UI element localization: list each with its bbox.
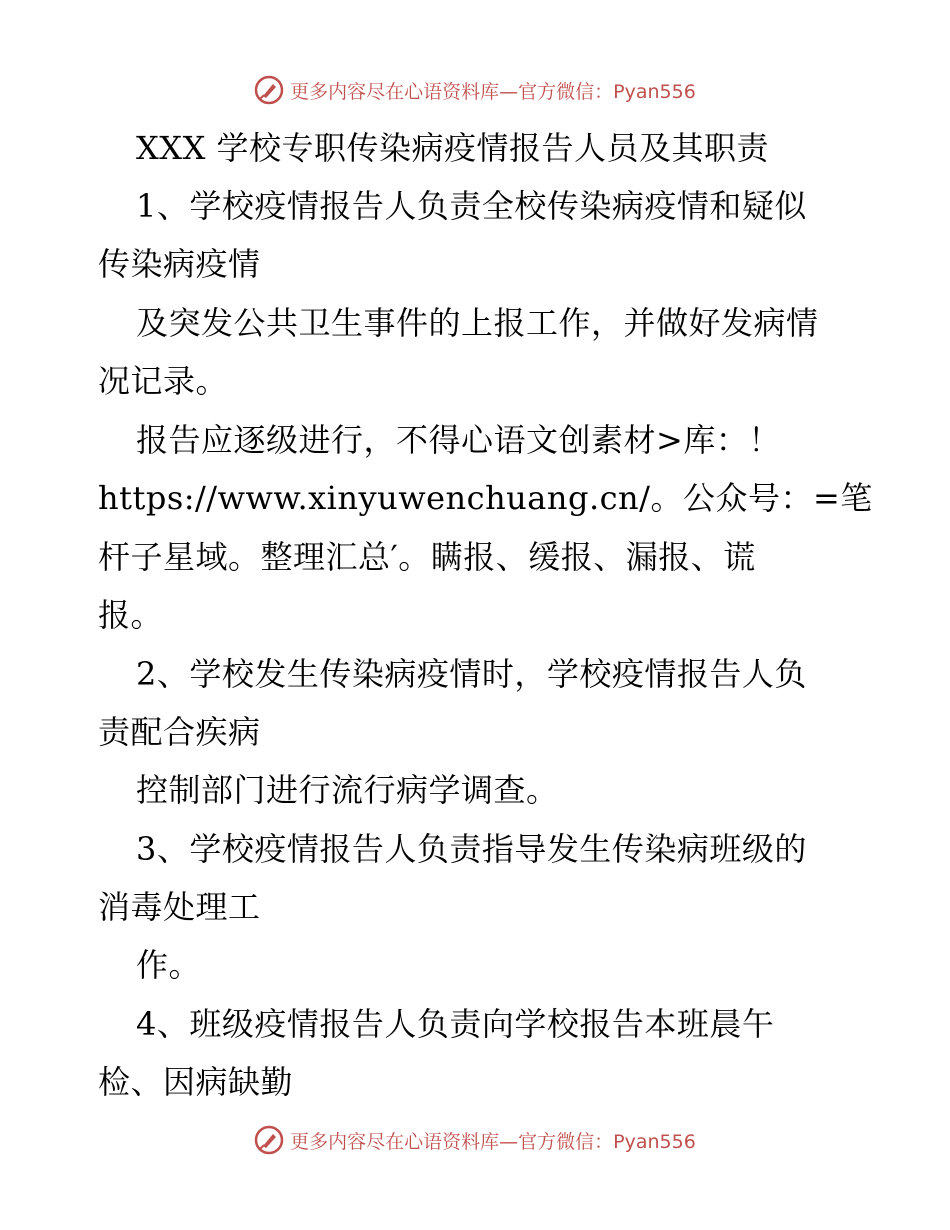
paragraph-1-line-1: 1、学校疫情报告人负责全校传染病疫情和疑似	[136, 187, 807, 225]
paragraph-5-line-2: 检、因病缺勤	[98, 1063, 294, 1101]
banner-text: 更多内容尽在心语资料库—官方微信：Pyan556	[290, 1130, 696, 1153]
paragraph-1-line-3: 及突发公共卫生事件的上报工作，并做好发病情	[136, 304, 819, 342]
pen-nib-logo-icon	[254, 75, 284, 105]
document-title: XXX 学校专职传染病疫情报告人员及其职责	[136, 129, 770, 167]
paragraph-2-line-2: https://www.xinyuwenchuang.cn/。公众号：=笔	[98, 479, 873, 517]
paragraph-3-line-2: 责配合疾病	[98, 713, 261, 751]
paragraph-3-line-3: 控制部门进行流行病学调查。	[136, 771, 559, 809]
header-watermark-banner	[0, 70, 950, 110]
banner-text: 更多内容尽在心语资料库—官方微信：Pyan556	[290, 80, 696, 103]
paragraph-4-line-3: 作。	[136, 946, 202, 984]
footer-watermark-banner	[0, 1120, 950, 1160]
paragraph-1-line-4: 况记录。	[98, 362, 229, 400]
paragraph-3-line-1: 2、学校发生传染病疫情时，学校疫情报告人负	[136, 655, 807, 693]
paragraph-4-line-2: 消毒处理工	[98, 888, 261, 926]
paragraph-5-line-1: 4、班级疫情报告人负责向学校报告本班晨午	[136, 1005, 775, 1043]
paragraph-4-line-1: 3、学校疫情报告人负责指导发生传染病班级的	[136, 830, 807, 868]
pen-nib-logo-icon	[254, 1125, 284, 1155]
paragraph-2-line-3: 杆子星域。整理汇总′。瞒报、缓报、漏报、谎	[98, 538, 756, 576]
paragraph-2-line-4: 报。	[98, 596, 164, 634]
paragraph-2-line-1: 报告应逐级进行，不得心语文创素材>库：！	[136, 421, 781, 459]
paragraph-1-line-2: 传染病疫情	[98, 245, 261, 283]
